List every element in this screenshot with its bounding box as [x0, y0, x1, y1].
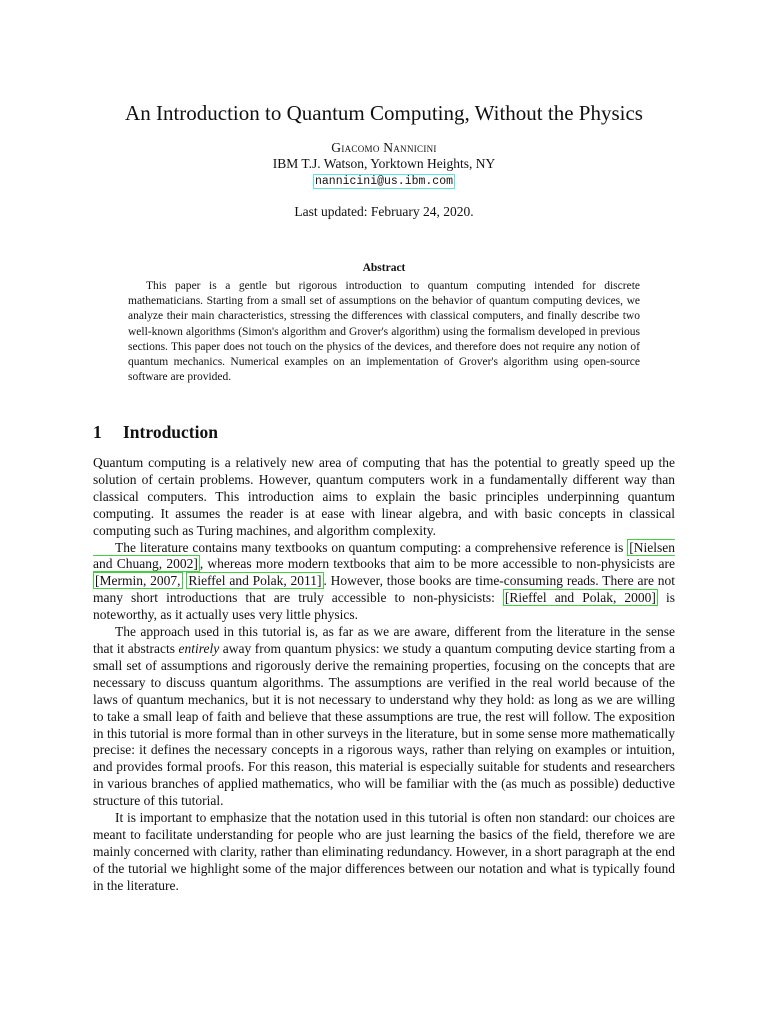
citation-link-rieffel-2000[interactable]: [Rieffel and Polak, 2000]: [504, 590, 656, 606]
author-name: Giacomo Nannicini: [331, 140, 437, 155]
paragraph-4: It is important to emphasize that the notation used in this tutorial is often non standard: our choices are meant to facilitate understanding for people who are just learning the basics of the field, therefore we are mainly concerned with clarity, rather than eliminating redundancy. However, in a short paragraph at the end of the tutorial we highlight some of the major differences between our notation and what is typically found in the literature.: [93, 810, 675, 893]
last-updated: Last updated: February 24, 2020.: [294, 204, 474, 219]
paragraph-3: [93, 624, 675, 810]
paragraph-2-text-c: . However, those books are time-consuming reads. There are not many short introductions that are truly accessible to non-physicists:: [93, 573, 675, 606]
abstract-text: This paper is a gentle but rigorous introduction to quantum computing intended for discrete mathematicians. Starting from a small set of assumptions on the behavior of quantum computing devices, we analyze their main characteristics, stressing the differences with classical computers, and finally describe two well-known algorithms (Simon's algorithm and Grover's algorithm) using the formalism developed in previous sections. This paper does not touch on the physics of the devices, and therefore does not require any notion of quantum mechanics. Numerical examples on an implementation of Grover's algorithm using open-source software are provided.: [128, 280, 640, 384]
section-title: Introduction: [123, 422, 218, 442]
paragraph-3-emphasis: entirely: [178, 640, 220, 656]
citation-link-mermin-2007[interactable]: [Mermin, 2007,: [95, 573, 181, 589]
email-link[interactable]: nannicini@us.ibm.com: [314, 175, 454, 188]
paragraph-2-text-a: The literature contains many textbooks on quantum computing: a comprehensive reference is: [115, 539, 628, 555]
paragraph-2-text-b: , whereas more modern textbooks that aim to be more accessible to non-physicists are: [199, 556, 675, 572]
paragraph-3-text-a: The approach used in this tutorial is, as far as we are aware, different from the literature in the sense that it abstracts: [93, 624, 675, 656]
citation-link-rieffel-2011[interactable]: Rieffel and Polak, 2011]: [188, 573, 322, 589]
author-affiliation: IBM T.J. Watson, Yorktown Heights, NY: [272, 156, 496, 171]
paragraph-2-text-d: is noteworthy, as it actually uses very little physics.: [93, 590, 675, 623]
paragraph-1: Quantum computing is a relatively new area of computing that has the potential to greatly speed up the solution of certain problems. However, quantum computers work in a fundamentally different way than classical computers. This introduction aims to explain the basic principles underpinning quantum computing. It assumes the reader is at ease with linear algebra, and with basic concepts in classical computing such as Turing machines, and algorithm complexity.: [93, 455, 675, 538]
section-body: [93, 455, 675, 895]
paragraph-3-text-b: away from quantum physics: we study a quantum computing device starting from a small set of assumptions and rigorously derive the remaining properties, focusing on the concepts that are necessary to discuss quantum algorithms. The assumptions are verified in the real world because of the laws of quantum mechanics, but it is not necessary to understand why they hold: as long as we are willing to take a small leap of faith and believe that these assumptions are true, the rest will follow. The exposition in this tutorial is more formal than in other surveys in the literature, but in some sense more mathematically precise: it defines the necessary concepts in a rigorous ways, rather than relying on examples or intuition, and provides formal proofs. For this reason, this material is especially suitable for students and researchers in various branches of applied mathematics, who will be familiar with the (as much as possible) deductive structure of this tutorial.: [93, 640, 675, 809]
email-line: [0, 171, 768, 189]
section-heading: [93, 421, 218, 443]
abstract-heading: Abstract: [362, 262, 406, 274]
section-number: 1: [93, 422, 102, 442]
citation-link-nielsen-2002[interactable]: [Nielsen and Chuang, 2002]: [93, 539, 675, 572]
paragraph-2: [93, 540, 675, 625]
paper-title: An Introduction to Quantum Computing, Without the Physics: [125, 101, 643, 125]
